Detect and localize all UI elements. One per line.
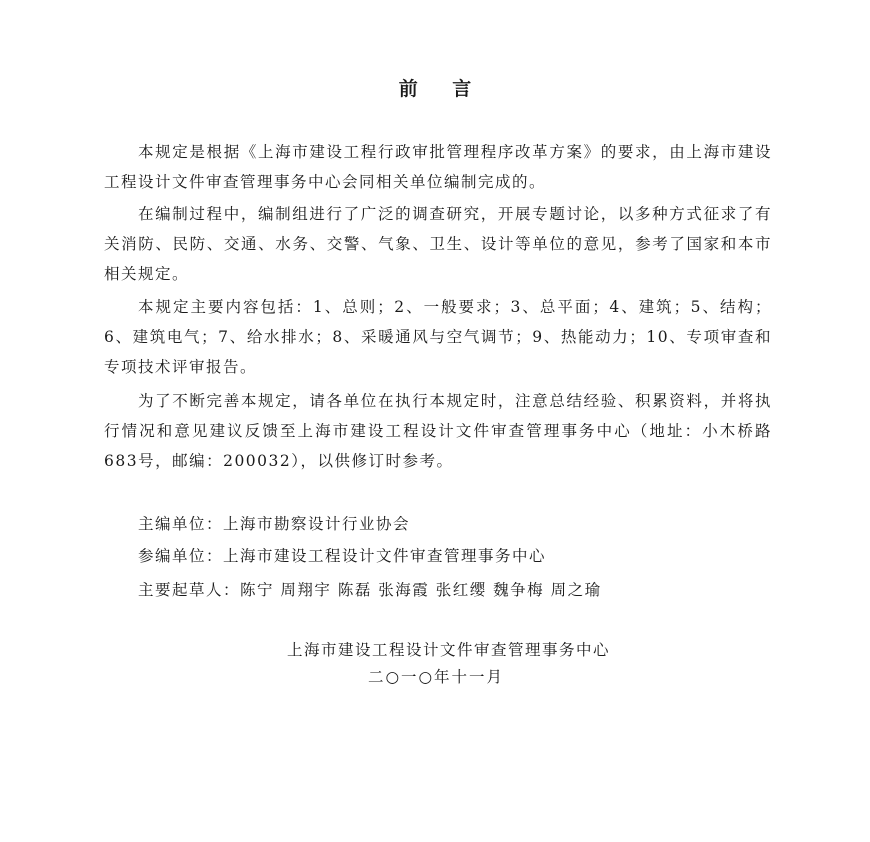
paragraph-feedback: 为了不断完善本规定，请各单位在执行本规定时，注意总结经验、积累资料，并将执行情况和意见建议反馈至上海市建设工程设计文件审查管理事务中心（地址：小木桥路683号，邮编：200032），以供修订时参考。 — [104, 392, 772, 470]
paragraph-purpose: 本规定是根据《上海市建设工程行政审批管理程序改革方案》的要求，由上海市建设工程设计文件审查管理事务中心会同相关单位编制完成的。 — [104, 143, 772, 191]
footer-date: 二○一○年十一月 — [368, 668, 505, 686]
paragraph-process: 在编制过程中，编制组进行了广泛的调查研究，开展专题讨论，以多种方式征求了有关消防、民防、交通、水务、交警、气象、卫生、设计等单位的意见，参考了国家和本市相关规定。 — [104, 205, 772, 283]
paragraph-contents: 本规定主要内容包括：1、总则；2、一般要求；3、总平面；4、建筑；5、结构；6、建筑电气；7、给水排水；8、采暖通风与空气调节；9、热能动力；10、专项审查和专项技术评审报告。 — [104, 298, 772, 376]
footer-organization: 上海市建设工程设计文件审查管理事务中心 — [287, 641, 611, 659]
co-editor-unit: 参编单位：上海市建设工程设计文件审查管理事务中心 — [138, 547, 547, 565]
chief-editor-unit: 主编单位：上海市勘察设计行业协会 — [138, 515, 411, 533]
page-title: 前 言 — [398, 78, 486, 100]
main-drafters: 主要起草人：陈宁 周翔宇 陈磊 张海霞 张红缨 魏争梅 周之瑜 — [138, 581, 602, 599]
